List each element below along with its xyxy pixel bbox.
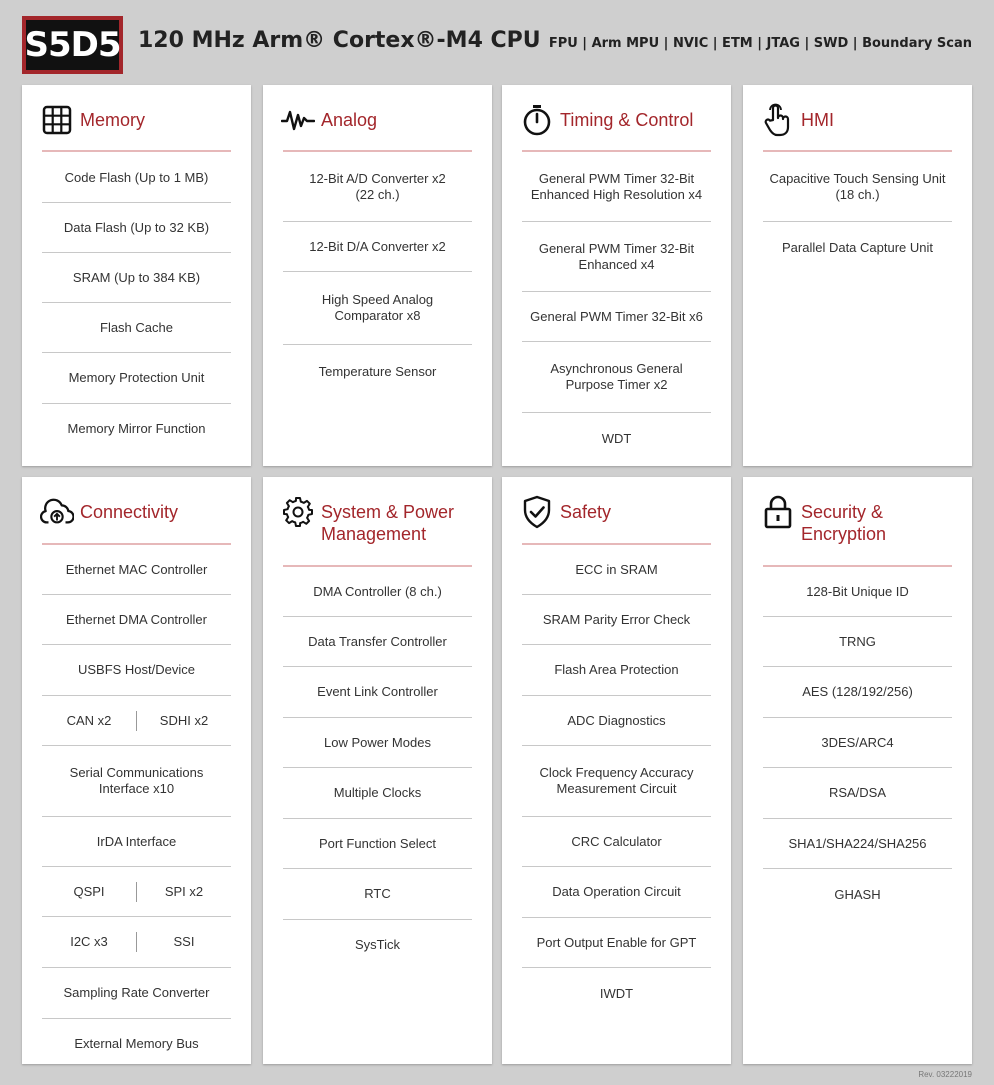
list-item: 3DES/ARC4 <box>763 718 952 768</box>
security-list <box>763 567 952 920</box>
analog-title-rule <box>283 150 472 152</box>
list-item: GHASH <box>834 886 881 902</box>
list-item: Low Power Modes <box>283 718 472 768</box>
list-item: 12-Bit A/D Converter x2 (22 ch.) <box>283 153 472 222</box>
can-label: CAN x2 <box>66 712 112 728</box>
list-item: Clock Frequency Accuracy Measurement Circuit <box>522 746 711 817</box>
list-item: Multiple Clocks <box>283 768 472 819</box>
touch-hand-icon <box>761 103 795 137</box>
list-item: Serial Communications Interface x10 <box>42 746 231 817</box>
cpu-features: FPU | Arm MPU | NVIC | ETM | JTAG | SWD | Boundary Scan <box>548 36 972 51</box>
split-item-i2c-ssi <box>42 917 231 968</box>
system-power-panel <box>263 477 492 1064</box>
list-item: Memory Protection Unit <box>42 353 231 404</box>
safety-title: Safety <box>560 502 612 522</box>
list-item: SHA1/SHA224/SHA256 <box>763 819 952 869</box>
hmi-panel <box>743 85 972 466</box>
cloud-upload-icon <box>40 495 74 529</box>
connectivity-panel <box>22 477 251 1064</box>
list-item: SRAM (Up to 384 KB) <box>42 253 231 303</box>
system-list <box>283 567 472 970</box>
analog-title: Analog <box>321 110 378 130</box>
cpu-title: 120 MHz Arm® Cortex®-M4 CPU <box>138 28 541 53</box>
list-item: Port Output Enable for GPT <box>522 918 711 968</box>
timing-list <box>522 153 711 465</box>
safety-panel <box>502 477 731 1064</box>
list-item: USBFS Host/Device <box>42 645 231 696</box>
hmi-list <box>763 153 952 274</box>
list-item: Code Flash (Up to 1 MB) <box>42 153 231 203</box>
list-item: Memory Mirror Function <box>67 421 206 436</box>
list-item: IrDA Interface <box>42 817 231 867</box>
memory-title: Memory <box>80 110 146 130</box>
security-encryption-panel <box>743 477 972 1064</box>
connectivity-title: Connectivity <box>80 502 179 522</box>
list-item: AES (128/192/256) <box>763 667 952 718</box>
timing-title-rule <box>522 150 711 152</box>
split-item-can-sdhi <box>42 696 231 746</box>
connectivity-list <box>42 545 231 1069</box>
s5d5-logo <box>22 16 123 74</box>
list-item: Data Operation Circuit <box>522 867 711 918</box>
list-item: SRAM Parity Error Check <box>522 595 711 645</box>
shield-check-icon <box>520 495 554 529</box>
list-item: RTC <box>283 869 472 920</box>
memory-panel <box>22 85 251 466</box>
list-item: High Speed Analog Comparator x8 <box>283 272 472 345</box>
list-item: General PWM Timer 32-Bit Enhanced High Resolution x4 <box>522 153 711 222</box>
list-item: ADC Diagnostics <box>522 696 711 746</box>
gear-icon <box>281 495 315 529</box>
padlock-icon <box>761 495 795 529</box>
grid-icon <box>40 103 74 137</box>
list-item: CRC Calculator <box>522 817 711 867</box>
logo-text: S5D5 <box>26 20 119 70</box>
sdhi-label: SDHI x2 <box>159 712 209 728</box>
list-item: SysTick <box>354 937 401 952</box>
list-item: Capacitive Touch Sensing Unit (18 ch.) <box>763 153 952 222</box>
hmi-title-rule <box>763 150 952 152</box>
list-item: TRNG <box>763 617 952 667</box>
waveform-icon <box>281 103 315 137</box>
safety-list <box>522 545 711 1019</box>
security-encryption-title: Security & Encryption <box>801 502 887 544</box>
hmi-title: HMI <box>801 110 834 130</box>
list-item: Sampling Rate Converter <box>42 968 231 1019</box>
revision-label: Rev. 03222019 <box>918 1070 972 1079</box>
list-item: Temperature Sensor <box>318 364 437 379</box>
qspi-label: QSPI <box>73 883 105 899</box>
list-item: Data Flash (Up to 32 KB) <box>42 203 231 253</box>
list-item: Ethernet DMA Controller <box>42 595 231 645</box>
split-item-qspi-spi <box>42 867 231 917</box>
list-item: RSA/DSA <box>763 768 952 819</box>
list-item: DMA Controller (8 ch.) <box>283 567 472 617</box>
timing-control-panel <box>502 85 731 466</box>
timing-control-title: Timing & Control <box>560 110 694 130</box>
list-item: General PWM Timer 32-Bit Enhanced x4 <box>522 222 711 292</box>
list-item: Port Function Select <box>283 819 472 869</box>
i2c-label: I2C x3 <box>70 934 108 949</box>
stopwatch-icon <box>520 103 554 137</box>
ssi-label: SSI <box>173 934 195 949</box>
list-item: Event Link Controller <box>283 667 472 718</box>
list-item: IWDT <box>599 985 634 1001</box>
list-item: Asynchronous General Purpose Timer x2 <box>522 342 711 413</box>
list-item: Data Transfer Controller <box>283 617 472 667</box>
system-power-title: System & Power Management <box>321 502 455 544</box>
analog-list <box>283 153 472 399</box>
list-item: 12-Bit D/A Converter x2 <box>283 222 472 272</box>
spi-label: SPI x2 <box>164 883 204 899</box>
list-item: Ethernet MAC Controller <box>42 545 231 595</box>
list-item: WDT <box>601 431 632 446</box>
list-item: ECC in SRAM <box>522 545 711 595</box>
analog-panel <box>263 85 492 466</box>
list-item: Parallel Data Capture Unit <box>781 240 934 255</box>
memory-list <box>42 153 231 454</box>
list-item: Flash Area Protection <box>522 645 711 696</box>
list-item: 128-Bit Unique ID <box>763 567 952 617</box>
list-item: General PWM Timer 32-Bit x6 <box>522 292 711 342</box>
list-item: External Memory Bus <box>74 1036 199 1051</box>
list-item: Flash Cache <box>42 303 231 353</box>
memory-title-rule <box>42 150 231 152</box>
